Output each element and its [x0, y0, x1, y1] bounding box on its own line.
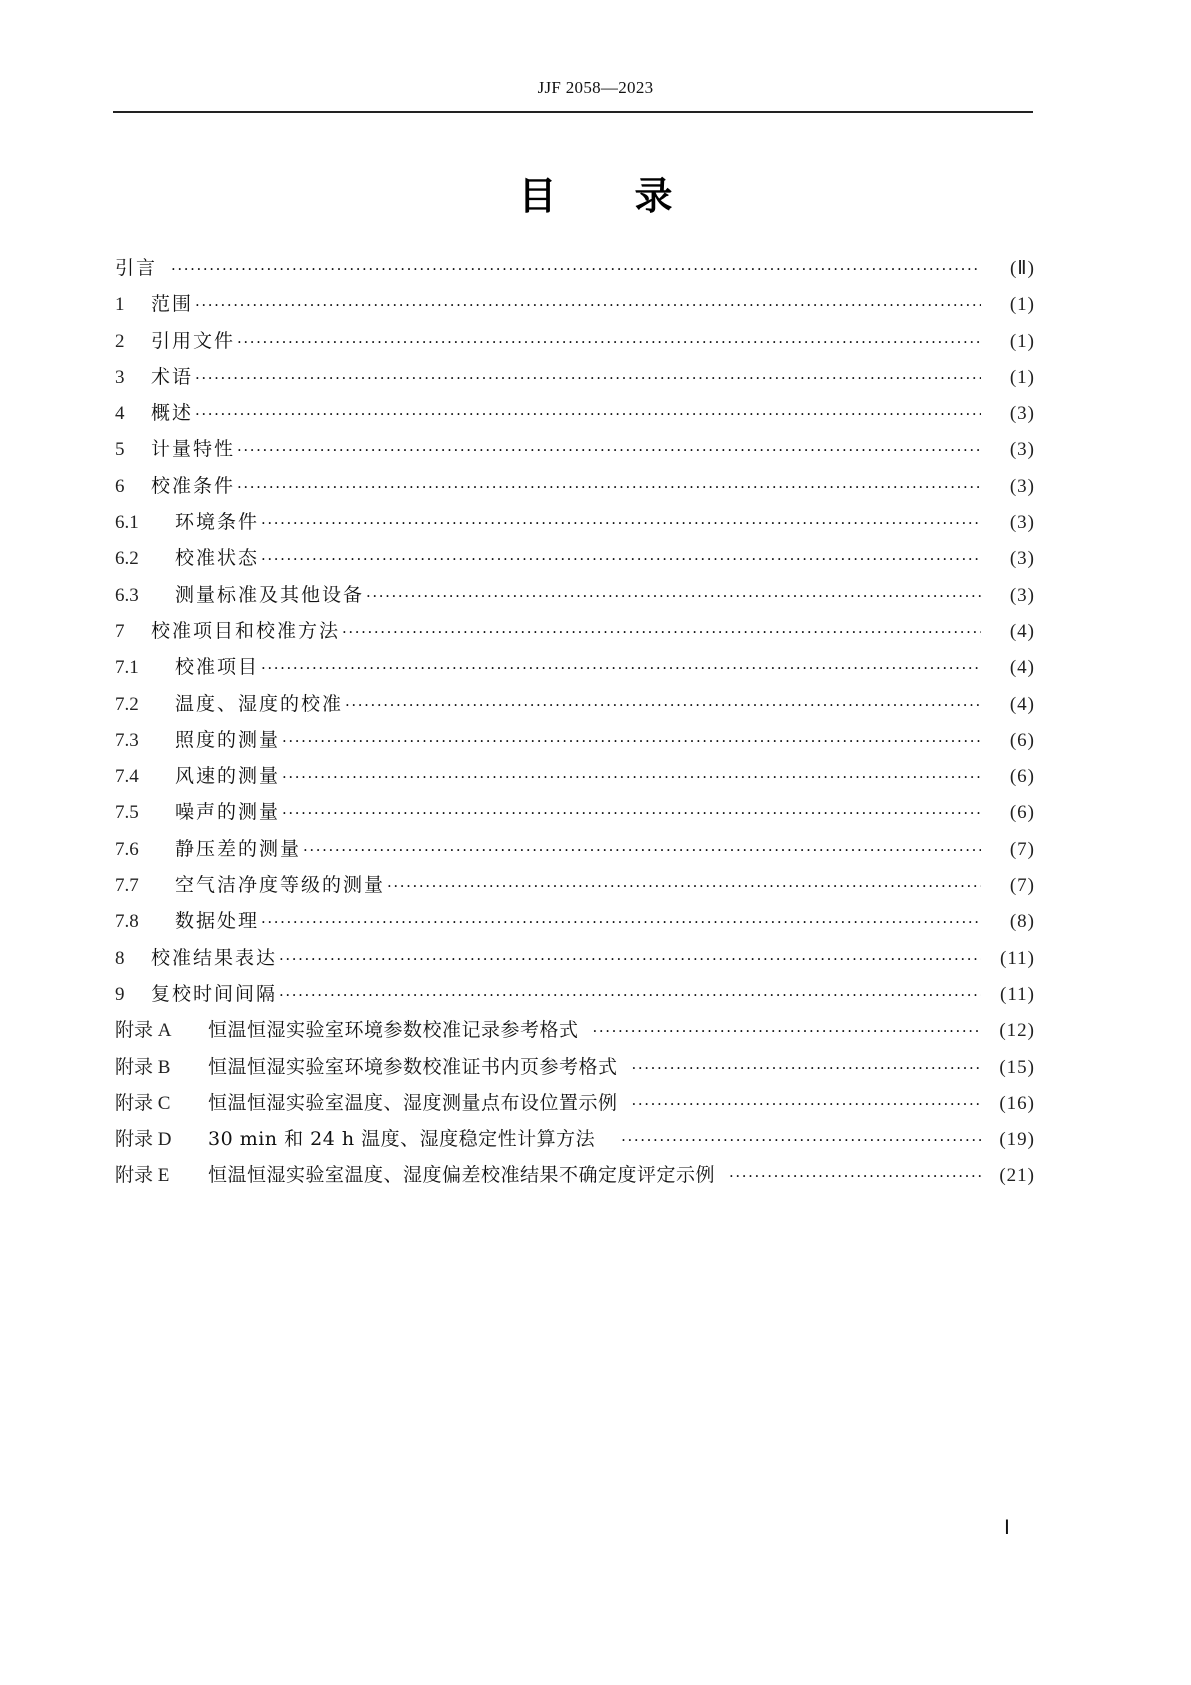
toc-entry-page: (3) — [1009, 475, 1035, 497]
toc-entry-page: (6) — [1009, 802, 1035, 824]
toc-entry-label: 校准条件 — [151, 474, 236, 497]
dot-leader — [632, 1086, 981, 1122]
toc-entry[interactable] — [115, 613, 1035, 649]
toc-entry[interactable] — [115, 395, 1035, 431]
toc-entry-label: 30 min 和 24 h 温度、湿度稳定性计算方法 — [208, 1128, 596, 1151]
toc-entry-label: 空气洁净度等级的测量 — [175, 874, 386, 897]
toc-entry-label: 恒温恒湿实验室温度、湿度偏差校准结果不确定度评定示例 — [208, 1164, 716, 1187]
toc-entry-page: (11) — [1000, 983, 1035, 1005]
dot-leader — [282, 759, 981, 795]
title-char-1: 目 — [518, 174, 557, 218]
toc-entry-label: 照度的测量 — [175, 728, 281, 751]
toc-entry-number: 6.3 — [115, 584, 139, 606]
toc-entry[interactable] — [115, 976, 1035, 1012]
toc-entry-appendix-d[interactable] — [115, 1121, 1035, 1157]
toc-entry-page: (4) — [1009, 657, 1035, 679]
toc-entry[interactable] — [115, 867, 1035, 903]
toc-entry-number: 8 — [115, 947, 125, 969]
toc-entry-number: 2 — [115, 330, 125, 352]
toc-entry-number: 7.5 — [115, 802, 139, 824]
toc-entry-number: 7.3 — [115, 729, 139, 751]
dot-leader — [261, 650, 981, 686]
dot-leader — [366, 578, 981, 614]
toc-entry-page: (1) — [1009, 294, 1035, 316]
dot-leader — [621, 1122, 981, 1158]
toc-entry-number: 6.2 — [115, 548, 139, 570]
toc-entry-number: 4 — [115, 403, 125, 425]
dot-leader — [345, 687, 981, 723]
dot-leader — [237, 432, 981, 468]
toc-entry-page: (4) — [1009, 693, 1035, 715]
toc-entry-page: (7) — [1009, 875, 1035, 897]
dot-leader — [593, 1013, 981, 1049]
toc-entry-number: 附录 C — [115, 1092, 171, 1114]
toc-entry-introduction[interactable] — [115, 250, 1035, 286]
toc-entry-page: (3) — [1009, 512, 1035, 534]
toc-entry-number: 附录 E — [115, 1165, 170, 1187]
toc-entry-label: 计量特性 — [151, 438, 236, 461]
toc-entry[interactable] — [115, 758, 1035, 794]
toc-entry[interactable] — [115, 649, 1035, 685]
dot-leader — [342, 614, 981, 650]
toc-entry-page: (3) — [1009, 403, 1035, 425]
toc-entry[interactable] — [115, 540, 1035, 576]
dot-leader — [282, 723, 981, 759]
toc-entry-appendix-c[interactable] — [115, 1085, 1035, 1121]
toc-entry-label: 温度、湿度的校准 — [175, 692, 344, 715]
toc-entry-label: 静压差的测量 — [175, 837, 302, 860]
toc-entry-number: 附录 A — [115, 1020, 172, 1042]
toc-entry-number: 7.8 — [115, 911, 139, 933]
toc-entry-number: 5 — [115, 439, 125, 461]
page-number: Ⅰ — [1004, 1517, 1010, 1539]
toc-entry-label: 校准项目 — [175, 656, 260, 679]
toc-entry[interactable] — [115, 903, 1035, 939]
dot-leader — [195, 396, 981, 432]
toc-entry-page: (Ⅱ) — [1009, 258, 1035, 279]
toc-entry-label: 校准状态 — [175, 547, 260, 570]
toc-entry-label: 恒温恒湿实验室温度、湿度测量点布设位置示例 — [208, 1091, 618, 1114]
toc-entry[interactable] — [115, 431, 1035, 467]
toc-entry[interactable] — [115, 504, 1035, 540]
toc-entry-appendix-b[interactable] — [115, 1049, 1035, 1085]
toc-entry[interactable] — [115, 686, 1035, 722]
toc-entry-number: 7.6 — [115, 838, 139, 860]
toc-entry-number: 6.1 — [115, 512, 139, 534]
toc-entry[interactable] — [115, 794, 1035, 830]
toc-entry[interactable] — [115, 722, 1035, 758]
toc-entry-number: 附录 D — [115, 1129, 172, 1151]
header-rule — [113, 111, 1033, 113]
toc-entry-label: 术语 — [151, 365, 194, 388]
toc-entry-label: 风速的测量 — [175, 765, 281, 788]
dot-leader — [729, 1158, 981, 1194]
toc-entry-number: 7 — [115, 620, 125, 642]
toc-entry-number: 3 — [115, 366, 125, 388]
toc-entry-label: 引用文件 — [151, 329, 236, 352]
dot-leader — [195, 287, 981, 323]
dot-leader — [387, 868, 981, 904]
toc-entry-label: 概述 — [151, 402, 194, 425]
toc-entry-page: (8) — [1009, 911, 1035, 933]
toc-entry-page: (21) — [999, 1165, 1035, 1187]
toc-entry-label: 校准结果表达 — [151, 946, 278, 969]
toc-entry[interactable] — [115, 940, 1035, 976]
toc-entry[interactable] — [115, 468, 1035, 504]
toc-entry-page: (7) — [1009, 838, 1035, 860]
dot-leader — [632, 1050, 981, 1086]
toc-entry-page: (11) — [1000, 947, 1035, 969]
toc-entry-page: (12) — [999, 1020, 1035, 1042]
toc-entry-label: 恒温恒湿实验室环境参数校准证书内页参考格式 — [208, 1055, 618, 1078]
toc-entry-number: 9 — [115, 983, 125, 1005]
toc-entry-label: 范围 — [151, 293, 194, 316]
toc-entry-label: 校准项目和校准方法 — [151, 619, 341, 642]
toc-entry[interactable] — [115, 577, 1035, 613]
toc-entry-number: 7.7 — [115, 875, 139, 897]
toc-entry-page: (3) — [1009, 548, 1035, 570]
toc-entry-page: (16) — [999, 1092, 1035, 1114]
toc-entry-appendix-e[interactable] — [115, 1157, 1035, 1193]
dot-leader — [282, 795, 981, 831]
dot-leader — [171, 251, 981, 287]
dot-leader — [261, 541, 981, 577]
toc-entry-label: 复校时间间隔 — [151, 982, 278, 1005]
toc-entry-number: 7.1 — [115, 657, 139, 679]
dot-leader — [261, 505, 981, 541]
toc-entry-page: (15) — [999, 1056, 1035, 1078]
toc-entry[interactable] — [115, 286, 1035, 322]
toc-entry-page: (1) — [1009, 366, 1035, 388]
toc-entry-label: 噪声的测量 — [175, 801, 281, 824]
toc-entry-page: (19) — [999, 1129, 1035, 1151]
dot-leader — [261, 904, 981, 940]
dot-leader — [195, 360, 981, 396]
toc-entry-number: 7.4 — [115, 766, 139, 788]
toc-entry-appendix-a[interactable] — [115, 1012, 1035, 1048]
page-title — [0, 165, 1191, 220]
toc-entry-label: 恒温恒湿实验室环境参数校准记录参考格式 — [208, 1019, 579, 1042]
title-char-2: 录 — [634, 174, 673, 218]
document-header: JJF 2058—2023 — [537, 78, 654, 97]
dot-leader — [279, 977, 981, 1013]
toc-entry[interactable] — [115, 831, 1035, 867]
toc-entry-number: 7.2 — [115, 693, 139, 715]
toc-entry-label: 数据处理 — [175, 910, 260, 933]
toc-entry-number: 1 — [115, 294, 125, 316]
dot-leader — [279, 941, 981, 977]
toc-entry-page: (1) — [1009, 330, 1035, 352]
toc-entry-page: (3) — [1009, 584, 1035, 606]
toc-entry-page: (6) — [1009, 766, 1035, 788]
toc-entry-page: (4) — [1009, 620, 1035, 642]
toc-entry-page: (6) — [1009, 729, 1035, 751]
dot-leader — [303, 832, 981, 868]
dot-leader — [237, 324, 981, 360]
dot-leader — [237, 469, 981, 505]
toc-entry[interactable] — [115, 359, 1035, 395]
toc-entry-number: 附录 B — [115, 1056, 171, 1078]
toc-entry-label: 测量标准及其他设备 — [175, 583, 365, 606]
table-of-contents — [115, 250, 1035, 1194]
toc-entry-page: (3) — [1009, 439, 1035, 461]
toc-entry-label: 环境条件 — [175, 511, 260, 534]
toc-entry-number: 6 — [115, 475, 125, 497]
toc-entry-label: 引言 — [115, 257, 158, 279]
toc-entry[interactable] — [115, 323, 1035, 359]
